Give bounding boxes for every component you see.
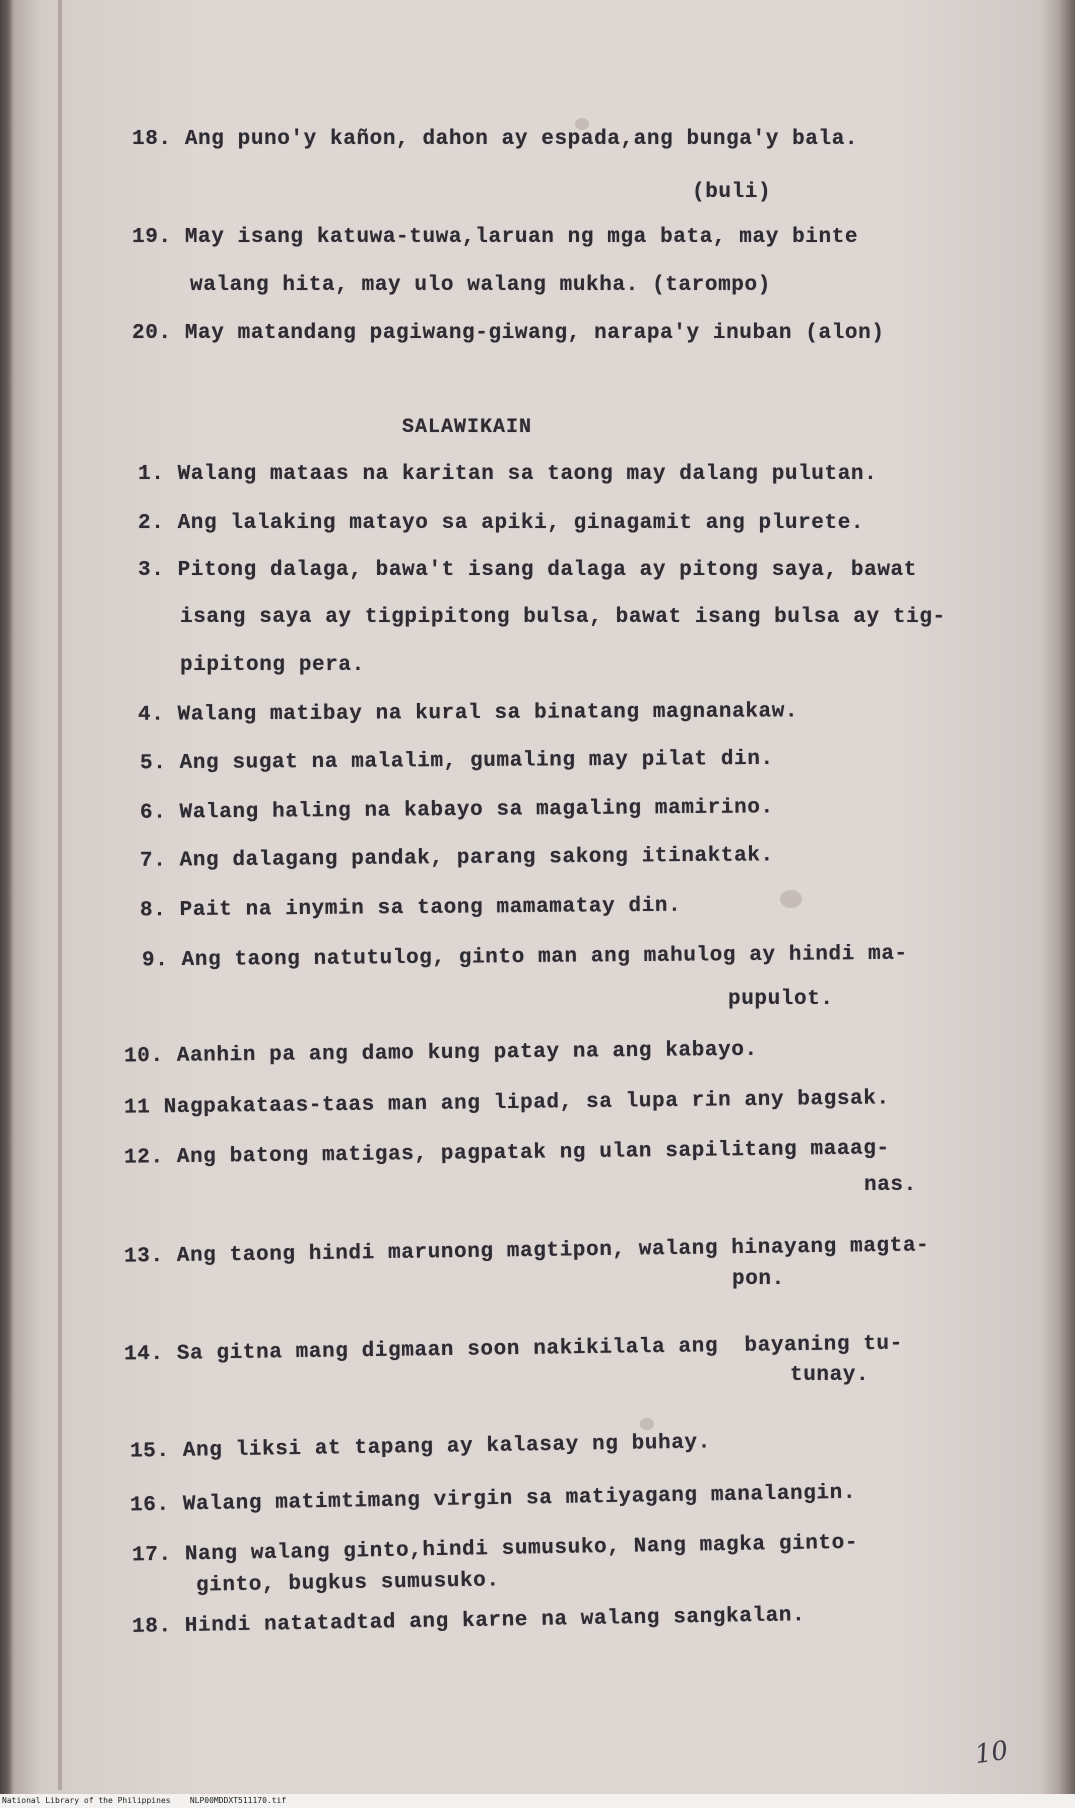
proverb-item: 14. Sa gitna mang digmaan soon nakikilala ang bayaning tu- <box>123 1332 904 1367</box>
paper-stain <box>780 890 802 908</box>
riddle-item: 20. May matandang pagiwang-giwang, narapa'y inuban (alon) <box>132 322 885 345</box>
proverb-item: 13. Ang taong hindi marunong magtipon, walang hinayang magta- <box>123 1234 930 1269</box>
proverb-item: 9. Ang taong natutulog, ginto man ang mahulog ay hindi ma- <box>141 942 908 973</box>
proverb-item: 11 Nagpakataas-taas man ang lipad, sa lupa rin any bagsak. <box>123 1087 890 1120</box>
riddle-answer: (buli) <box>692 181 772 204</box>
proverb-item: 8. Pait na inymin sa taong mamamatay din. <box>139 894 682 923</box>
proverb-continuation: pon. <box>732 1268 785 1291</box>
riddle-continuation: walang hita, may ulo walang mukha. (tarompo) <box>190 274 771 297</box>
section-title: SALAWIKAIN <box>402 416 533 439</box>
proverb-item: 2. Ang lalaking matayo sa apiki, ginagamit ang plurete. <box>138 512 865 535</box>
riddle-item: 18. Ang puno'y kañon, dahon ay espada,ang bunga'y bala. <box>132 128 859 151</box>
proverb-item: 3. Pitong dalaga, bawa't isang dalaga ay pitong saya, bawat <box>138 559 917 582</box>
proverb-item: 4. Walang matibay na kural sa binatang magnanakaw. <box>137 700 799 727</box>
proverb-continuation: tunay. <box>790 1364 870 1387</box>
proverb-item: 17. Nang walang ginto,hindi sumusuko, Nang magka ginto- <box>131 1531 859 1568</box>
proverb-item: 10. Aanhin pa ang damo kung patay na ang kabayo. <box>123 1038 758 1069</box>
proverb-item: 16. Walang matimtimang virgin sa matiyagang manalangin. <box>129 1481 857 1518</box>
proverb-item: 5. Ang sugat na malalim, gumaling may pilat din. <box>139 747 774 776</box>
proverb-continuation: pipitong pera. <box>180 654 365 677</box>
handwritten-page-number: 10 <box>973 1735 1011 1771</box>
proverb-item: 7. Ang dalagang pandak, parang sakong itinaktak. <box>139 844 774 873</box>
proverb-item: 15. Ang liksi at tapang ay kalasay ng buhay. <box>129 1431 712 1464</box>
proverb-continuation: pupulot. <box>728 988 834 1011</box>
proverb-item: 18. Hindi natatadtad ang karne na walang sangkalan. <box>131 1604 806 1639</box>
proverb-continuation: nas. <box>864 1174 917 1197</box>
proverb-continuation: isang saya ay tigpipitong bulsa, bawat isang bulsa ay tig- <box>180 606 946 629</box>
proverb-continuation: ginto, bugkus sumusuko. <box>195 1569 500 1598</box>
proverb-item: 12. Ang batong matigas, pagpatak ng ulan sapilitang maaag- <box>123 1137 890 1170</box>
archive-footer: National Library of the Philippines NLP00MDDXT511170.tif <box>0 1794 1075 1808</box>
proverb-item: 1. Walang mataas na karitan sa taong may dalang pulutan. <box>138 463 878 486</box>
page-edge <box>58 0 62 1790</box>
paper-stain <box>640 1418 654 1430</box>
riddle-item: 19. May isang katuwa-tuwa,laruan ng mga bata, may binte <box>132 226 859 249</box>
proverb-item: 6. Walang haling na kabayo sa magaling mamirino. <box>139 796 774 825</box>
